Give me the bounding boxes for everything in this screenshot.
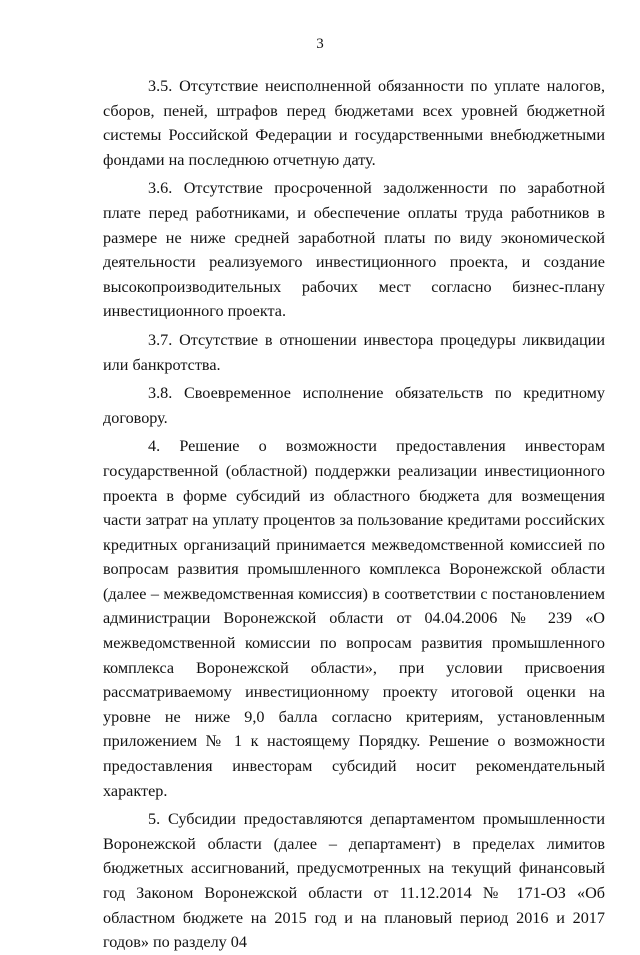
paragraph-3-8: 3.8. Своевременное исполнение обязательств по кредитному договору.: [103, 384, 605, 427]
paragraph-3-5: 3.5. Отсутствие неисполненной обязанности по уплате налогов, сборов, пеней, штрафов перед бюджетами всех уровней бюджетной системы Российской Федерации и государственными внебюджетными фондами на последнюю отчетную дату.: [103, 77, 605, 169]
paragraph-3-7: 3.7. Отсутствие в отношении инвестора процедуры ликвидации или банкротства.: [103, 330, 605, 374]
document-body: [103, 74, 605, 955]
page-number: 3: [316, 36, 324, 52]
paragraph-5: 5. Субсидии предоставляются департаментом промышленности Воронежской области (далее – департамент) в пределах лимитов бюджетных ассигнований, предусмотренных на текущий финансовый год Законом Воронежской области от 11.12.2014 № 171-ОЗ «Об областном бюджете на 2015 год и на плановый период 2016 и 2017 годов» по разделу 04: [103, 810, 605, 952]
paragraph-3-6: 3.6. Отсутствие просроченной задолженности по заработной плате перед работниками, и обеспечение оплаты труда работников в размере не ниже средней заработной платы по виду экономической деятельности реализуемого инвестиционного проекта, и создание высокопроизводительных рабочих мест согласно бизнес-плану инвестиционного проекта.: [103, 179, 605, 321]
paragraph-4: 4. Решение о возможности предоставления инвесторам государственной (областной) поддержки реализации инвестиционного проекта в форме субсидий из областного бюджета для возмещения части затрат на уплату процентов за пользование кредитами российских кредитных организаций принимается межведомственной комиссией по вопросам развития промышленного комплекса Воронежской области (далее – межведомственная комиссия) в соответствии с постановлением администрации Воронежской области от 04.04.2006 № 239 «О межведомственной комиссии по вопросам развития промышленного комплекса Воронежской области», при условии присвоения рассматриваемому инвестиционному проекту итоговой оценки на уровне не ниже 9,0 балла согласно критериям, установленным приложением № 1 к настоящему Порядку. Решение о возможности предоставления инвесторам субсидий носит рекомендательный характер.: [103, 437, 605, 800]
